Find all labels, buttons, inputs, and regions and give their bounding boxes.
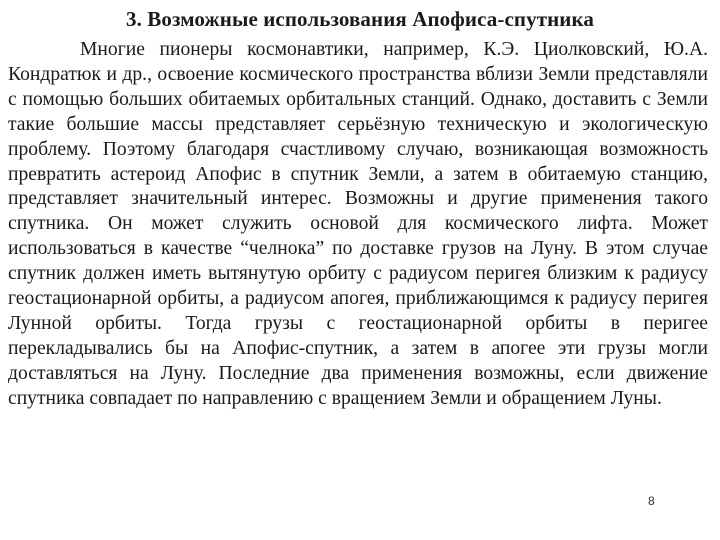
page-number: 8 [648, 494, 655, 508]
slide-title: 3. Возможные использования Апофиса-спутника [125, 7, 594, 31]
body-paragraph: Многие пионеры космонавтики, например, К.Э. Циолковский, Ю.А. Кондратюк и др., освоение космического пространства вблизи Земли представляли с помощью больших обитаемых орбитальных станций. Однако, доставить с Земли такие большие массы представляет серьёзную техническую и экологическую проблему. Поэтому благодаря счастливому случаю, возникающая возможность превратить астероид Апофис в спутник Земли, а затем в обитаемую станцию, представляет значительный интерес. Возможны и другие применения такого спутника. Он может служить основой для космического лифта. Может использоваться в качестве “челнока” по доставке грузов на Луну. В этом случае спутник должен иметь вытянутую орбиту с радиусом перигея близким к радиусу геостационарной орбиты, а радиусом апогея, приближающимся к радиусу перигея Лунной орбиты. Тогда грузы с геостационарной орбиты в перигее перекладывались бы на Апофис-спутник, а затем в апогее эти грузы могли доставляться на Луну. Последние два применения возможны, если движение спутника совпадает по направлению с вращением Земли и обращением Луны. [8, 39, 708, 409]
